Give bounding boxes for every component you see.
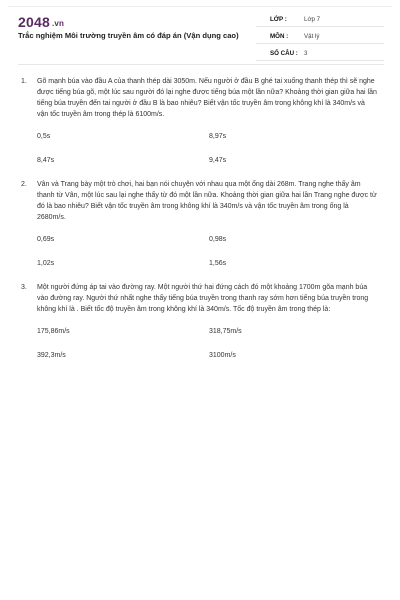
answer-option[interactable]: 1,56s [209,260,227,267]
meta-label: SỐ CÂU : [270,50,298,57]
answer-options [37,233,378,270]
meta-value: Vật lý [304,33,320,40]
question-1 [18,76,378,167]
question-list [18,76,378,370]
meta-row-count [256,48,384,61]
question-text: Một người đứng áp tai vào đường ray. Một người thứ hai đứng cách đó một khoảng 1700m gõa mạnh búa vào đường ray. Người thứ nhất nghe thấy tiếng búa truyền trong thanh ray sớm hơn tiếng búa truyền trong không khí là . Biết tốc độ truyền âm trong không khí là 340m/s. Tốc độ truyền âm trong thép là: [37,284,369,313]
answer-option[interactable]: 8,97s [209,133,227,140]
meta-label: MÔN : [270,33,289,40]
answer-option[interactable]: 318,75m/s [209,328,242,335]
answer-option[interactable]: 8,47s [37,157,55,164]
question-number: 1. [21,78,27,85]
header [18,14,384,65]
answer-option[interactable]: 0,98s [209,236,227,243]
meta-value: 3 [304,50,308,57]
answer-options [37,130,378,167]
answer-options [37,325,378,362]
answer-option[interactable]: 392,3m/s [37,352,66,359]
answer-option[interactable]: 1,02s [37,260,55,267]
question-number: 2. [21,181,27,188]
meta-row-class [256,14,384,27]
logo-suffix: .vn [51,19,65,28]
answer-option[interactable]: 0,69s [37,236,55,243]
question-number: 3. [21,284,27,291]
answer-option[interactable]: 0,5s [37,133,51,140]
answer-option[interactable]: 175,86m/s [37,328,70,335]
question-text: Gõ mạnh búa vào đầu A của thanh thép dài 3050m. Nếu người ở đầu B ghé tai xuống thanh thép thì sẽ nghe được tiếng búa gõ, một lúc sau người đó lại nghe được tiếng búa một lần nữa? Khoảng thời gian giữa hai lần tiếng búa truyền đến tai người ở đầu B là bao nhiêu? Biết vận tốc truyền âm trong không khí là 340m/s và vận tốc truyền âm trong thép là 6100m/s. [37,78,377,118]
question-2 [18,179,378,270]
logo-main: 2048 [18,14,50,30]
meta-row-subject [256,31,384,44]
answer-option[interactable]: 9,47s [209,157,227,164]
meta-label: LỚP : [270,16,287,23]
meta-value: Lớp 7 [304,16,321,23]
question-text: Vân và Trang bày một trò chơi, hai bạn nói chuyện với nhau qua một ống dài 268m. Trang nghe thấy âm thanh từ Vân, một lúc sau lại nghe thấy từ đó một lần nữa. Khoảng thời gian giữa hai lần Trang nghe được từ đó là bao nhiêu? Biết vận tốc truyền âm trong không khí là 340m/s và vận tốc truyền âm trong ống là 2680m/s. [37,181,377,221]
meta-table [256,14,384,61]
answer-option[interactable]: 3100m/s [209,352,236,359]
top-divider [8,6,392,7]
page-title: Trắc nghiệm Môi trường truyền âm có đáp án (Vận dụng cao) [18,31,239,40]
site-logo[interactable] [18,14,64,30]
question-3 [18,282,378,362]
